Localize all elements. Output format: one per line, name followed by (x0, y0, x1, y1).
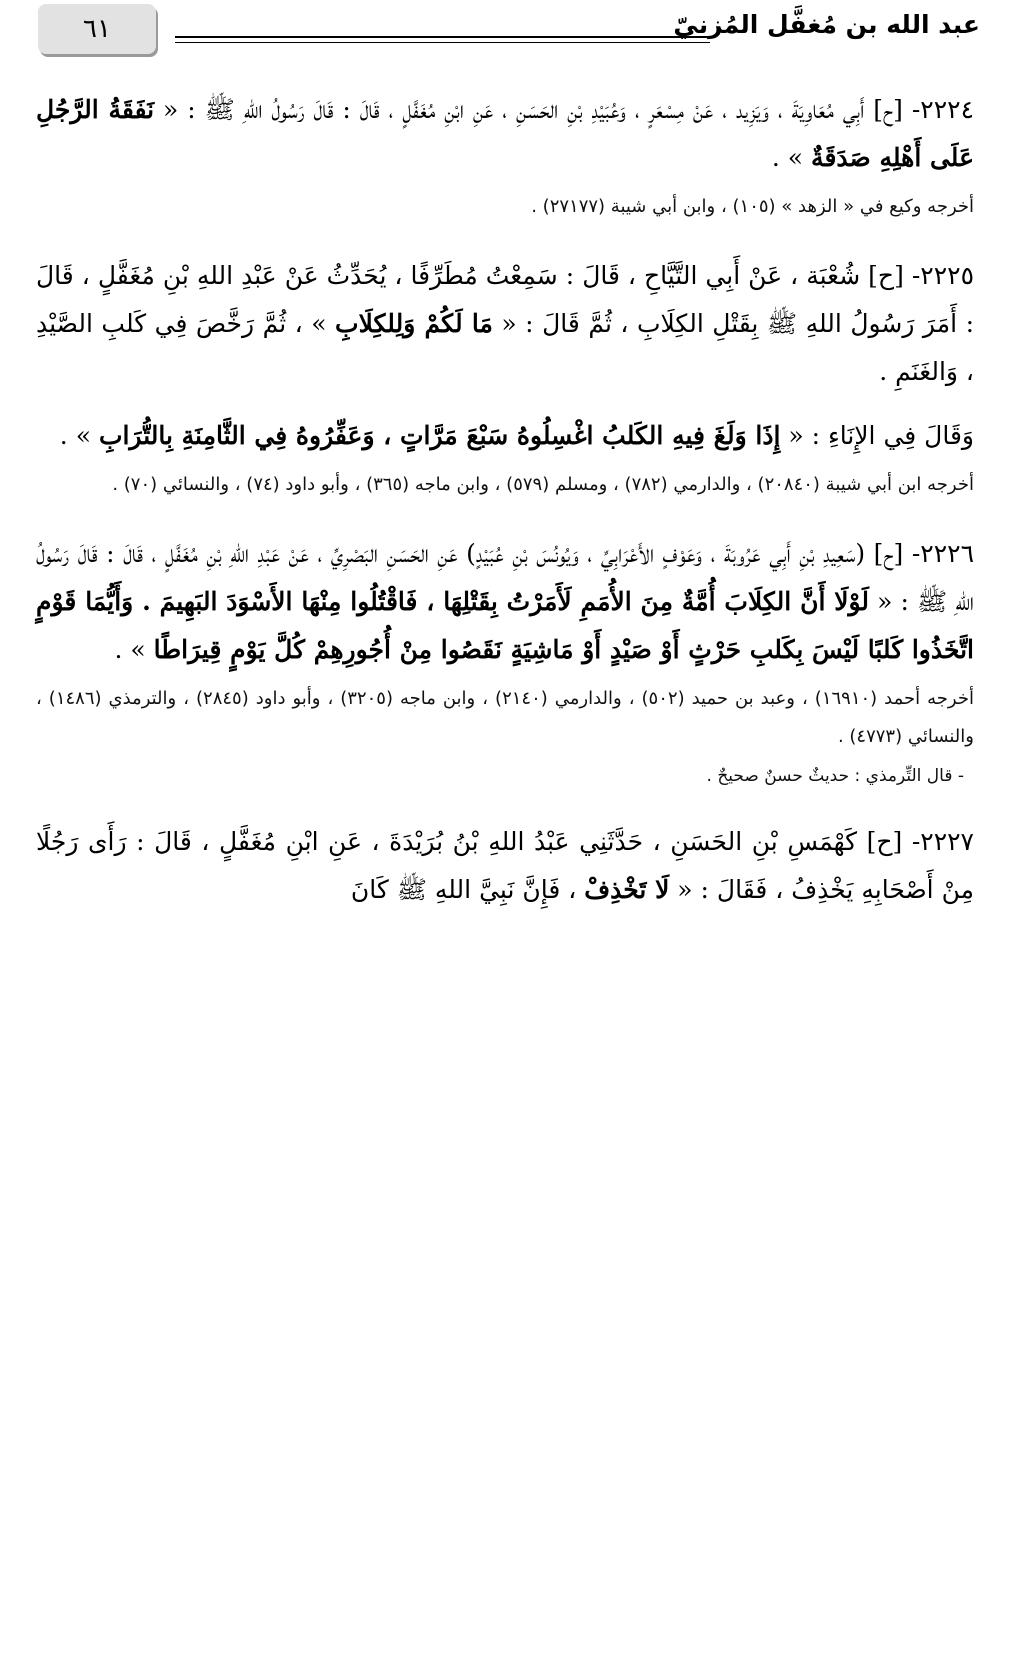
hadith-number: ٢٢٢٥- [ح] (868, 261, 974, 290)
hadith-text (36, 86, 974, 182)
takhrij: أخرجه ابن أبي شيبة (٢٠٨٤٠) ، والدارمي (٧٨٢) ، ومسلم (٥٧٩) ، وابن ماجه (٣٦٥) ، وأبو داود (٧٤) ، والنسائي (٧٠) . (112, 474, 974, 495)
hadith-chain: أَبِي مُعَاوِيَةَ ، وَيَزِيد ، عَنْ مِسْعَرٍ ، وَعُبَيْدِ بْنِ الحَسَنِ ، عَنِ ابْنِ مُغَفَّلٍ ، قَالَ : قَالَ رَسُولُ اللهِ ﷺ : « (154, 95, 874, 124)
hadith-chain: وَقَالَ فِي الإِنَاءِ : « (780, 421, 974, 450)
hadith-matn: لَا تَخْذِفْ (584, 875, 670, 904)
hadith-text-continued (36, 412, 974, 460)
hadith-matn: إِذَا وَلَغَ فِيهِ الكَلبُ اغْسِلُوهُ سَبْعَ مَرَّاتٍ ، وَعَفِّرُوهُ فِي الثَّامِنَةِ بِالتُّرَابِ (98, 421, 781, 450)
hadith-text (36, 252, 974, 396)
grading-note: - قال التِّرمذي : حديثٌ حسنٌ صحيحٌ . (706, 766, 964, 786)
hadith-end: » ، ثُمَّ رَخَّصَ فِي كَلبِ الصَّيْدِ ، وَالغَنَمِ . (36, 309, 974, 386)
hadith-matn: نَفَقَةُ الرَّجُلِ عَلَى أَهْلِهِ صَدَقَةٌ (36, 95, 974, 172)
hadith-matn: لَوْلَا أَنَّ الكِلَابَ أُمَّةٌ مِنَ الأُمَمِ لَأَمَرْتُ بِقَتْلِهَا ، فَاقْتُلُوا مِنْهَا الأَسْوَدَ البَهِيمَ . وَأَيُّمَا قَوْمٍ اتَّخَذُوا كَلبًا لَيْسَ بِكَلبِ حَرْثٍ أَوْ صَيْدٍ أَوْ مَاشِيَةٍ نَقَصُوا مِنْ أُجُورِهِمْ كُلَّ يَوْمٍ قِيرَاطًا (36, 587, 974, 664)
hadith-number: ٢٢٢٧- [ح] (866, 827, 974, 856)
running-title: عبد الله بن مُغفَّل المُزنيّ (673, 10, 980, 39)
hadith-end: ، فَإِنَّ نَبِيَّ اللهِ ﷺ كَانَ (350, 875, 585, 904)
header-rule (175, 36, 710, 38)
hadith-text (36, 530, 974, 674)
hadith-text (36, 818, 974, 914)
header-rule-thin (175, 42, 710, 43)
takhrij: أخرجه وكيع في « الزهد » (١٠٥) ، وابن أبي شيبة (٢٧١٧٧) . (531, 196, 974, 217)
hadith-chain: شُعْبَة ، عَنْ أَبِي التَّيَّاحِ ، قَالَ : سَمِعْتُ مُطَرِّفًا ، يُحَدِّثُ عَنْ عَبْدِ اللهِ بْنِ مُغَفَّلٍ ، قَالَ : أَمَرَ رَسُولُ اللهِ ﷺ بِقَتْلِ الكِلَابِ ، ثُمَّ قَالَ : « (36, 261, 974, 338)
page-content (36, 70, 974, 940)
hadith-end: » . (59, 421, 99, 450)
page-number: ٦١ (38, 4, 156, 54)
hadith-end: » . (114, 635, 154, 664)
hadith-end: » . (771, 143, 812, 172)
hadith-2224 (36, 86, 974, 226)
hadith-chain: (سَعِيدِ بْنِ أَبِي عَرُوبَةَ ، وَعَوْفٍ الأَعْرَابِيِّ ، وَيُونُسَ بْنِ عُبَيْدٍ) عَنِ الحَسَنِ البَصْرِيِّ ، عَنْ عَبْدِ اللهِ بْنِ مُغَفَّلٍ ، قَالَ : قَالَ رَسُولُ اللهِ ﷺ : « (36, 539, 974, 616)
hadith-2225 (36, 252, 974, 504)
hadith-2227 (36, 818, 974, 914)
hadith-chain: كَهْمَسِ بْنِ الحَسَنِ ، حَدَّثَنِي عَبْدُ اللهِ بْنُ بُرَيْدَةَ ، عَنِ ابْنِ مُغَفَّلٍ ، قَالَ : رَأَى رَجُلًا مِنْ أَصْحَابِهِ يَخْذِفُ ، فَقَالَ : « (36, 827, 974, 904)
takhrij: أخرجه أحمد (١٦٩١٠) ، وعبد بن حميد (٥٠٢) ، والدارمي (٢١٤٠) ، وابن ماجه (٣٢٠٥) ، وأبو داود (٢٨٤٥) ، والترمذي (١٤٨٦) ، والنسائي (٤٧٧٣) . (36, 688, 974, 747)
hadith-matn: مَا لَكُمْ وَلِلكِلَابِ (335, 309, 493, 338)
page-header (0, 0, 1010, 64)
hadith-number: ٢٢٢٤- [ح] (873, 95, 975, 124)
hadith-number: ٢٢٢٦- [ح] (873, 539, 974, 568)
hadith-2226 (36, 530, 974, 792)
